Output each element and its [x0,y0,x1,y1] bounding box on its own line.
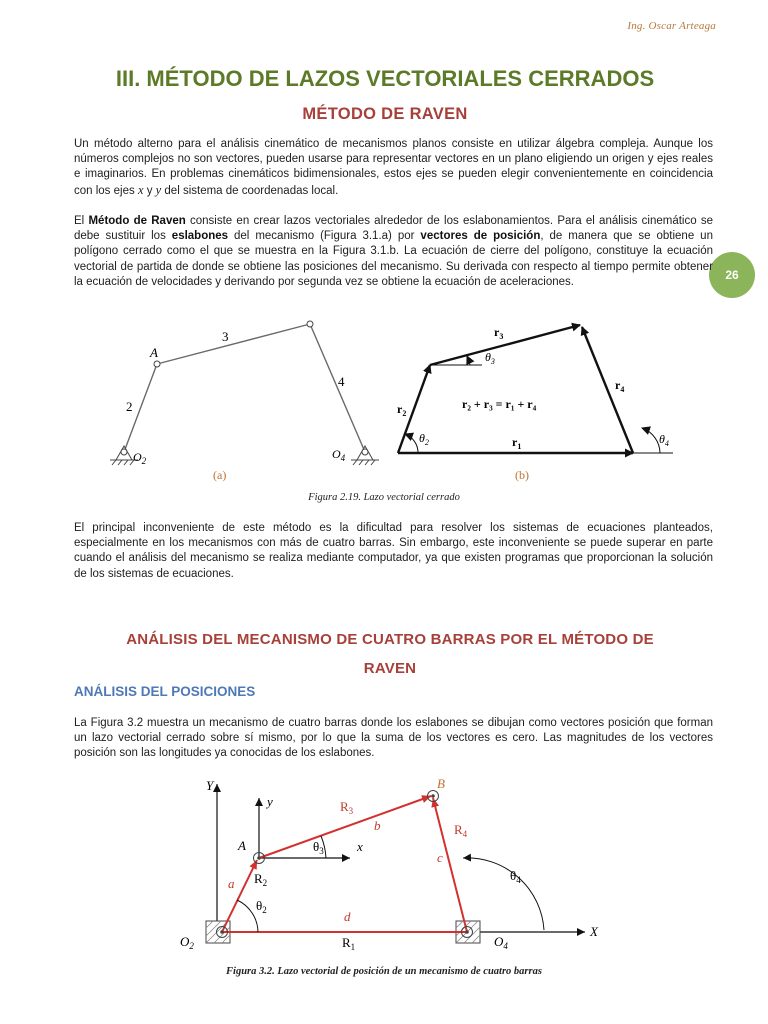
angle-arc-theta3 [467,356,470,365]
section-four-bar-analysis [60,625,720,683]
section-four-bar-line1: ANÁLISIS DEL MECANISMO DE CUATRO BARRAS POR EL MÉTODO DE [126,631,654,648]
label-local-y: y [267,794,273,809]
paragraph-raven-t1: El [74,215,89,227]
vector-R2 [222,860,257,932]
page-number-badge: 26 [709,252,755,298]
angle-arc-theta4-fig32 [463,858,544,930]
subsection-positions: ANÁLISIS DEL POSICIONES [74,684,256,699]
term-metodo-raven: Método de Raven [88,215,186,227]
label-r2: $r_2$ [397,402,407,418]
label-R4: $R_4$ [454,822,468,839]
label-theta2: $\theta_2$ [419,431,429,447]
figure-b-vector-polygon [397,325,673,482]
label-o2: $O_2$ [133,450,147,466]
paragraph-intro [74,137,713,199]
label-local-x: x [357,839,363,854]
figure-four-bar-position-loop [0,770,768,965]
label-R1: $R_1$ [342,935,356,952]
figure-caption-2-19: Figura 2.19. Lazo vectorial cerrado [308,492,460,503]
paragraph-inconveniente: El principal inconveniente de este método es la dificultad para resolver los sistemas de ecuaciones planteados, especialmente en los mecanismos con más de cuatro barras. Sin embargo, este inconveniente se puede superar en parte cuando el análisis del mecanismo se realiza mediante computador, ya que existen programas que proporcionan la solución de los sistemas de ecuaciones. [74,522,713,580]
paragraph-raven [74,214,713,290]
label-link-4: 4 [338,374,345,389]
label-theta3: $\theta_3$ [485,350,495,366]
paragraph-raven-t2: consiste en crear lazos vectoriales alrededor de los eslabonamientos. Para el análisis cinemático se debe sustituir los [74,215,713,243]
label-theta4: $\theta_4$ [659,432,669,448]
label-theta2-fig32: $\theta_2$ [256,898,267,915]
label-axis-x: X [590,924,598,939]
label-link-3: 3 [222,329,229,344]
label-d-link: d [344,909,351,924]
label-r3: $r_3$ [494,325,504,341]
label-b-link: b [374,818,381,833]
label-r4: $r_4$ [615,378,625,394]
label-theta4-fig32: $\theta_4$ [510,868,521,885]
label-o2-fig32: $O_2$ [180,934,194,951]
section-title: MÉTODO DE RAVEN [302,105,468,123]
label-R2: $R_2$ [254,871,268,888]
vector-R4 [433,798,467,932]
paragraph-figure-3-2: La Figura 3.2 muestra un mecanismo de cuatro barras donde los eslabones se dibujan como vectores posición que forman un lazo vectorial cerrado sobre sí mismo, por lo que la suma de los vectores es cero. Las magnitudes de los vectores posición son las longitudes ya conocidas de los eslabones. [74,717,713,760]
vector-r4 [582,327,633,453]
author-header: Ing. Oscar Arteaga [627,20,716,32]
paragraph-intro-text-a: Un método alterno para el análisis cinemático de mecanismos planos consiste en utilizar álgebra compleja. Aunque los números complejos no son vectores, pueden usarse para representar vectores en un plano eligiendo un origen y ejes reales e imaginarios. En problemas cinemáticos bidimensionales, estos ejes se pueden elegir convenientemente en coincidencia con los ejes [74,138,713,197]
angle-arc-theta4 [642,428,660,453]
label-theta3-fig32: $\theta_3$ [313,839,324,856]
vector-r3 [430,325,580,365]
label-a-fig32: A [238,838,246,853]
ground-support-o4 [351,446,379,465]
label-c-link: c [437,850,443,865]
figure-label-a: (a) [213,468,227,482]
joint-b [307,321,313,327]
paragraph-intro-text-y: y [143,184,156,197]
link-3 [157,324,310,364]
figure-a-linkage [110,321,379,482]
paragraph-raven-t4: , de manera que se obtiene un polígono cerrado como el que se muestra en la Figura 3.1.b. La ecuación de cierre del polígono, constituye la ecuación vectorial de partida de donde se obtiene las posiciones del mecanismo. Su derivada con respecto al tiempo permite obtener la ecuación de velocidades y derivando por segunda vez se obtiene la ecuación de aceleraciones. [74,230,713,288]
term-eslabones: eslabones [171,230,229,243]
figure-closed-vector-loop [0,310,768,485]
label-r1: $r_1$ [512,435,522,451]
paragraph-intro-text-b: del sistema de coordenadas local. [161,184,339,197]
label-link-2: 2 [126,399,133,414]
var-y: y [155,182,162,197]
label-o4: $O_4$ [332,447,346,463]
label-b-fig32: B [437,776,445,791]
figure-label-b: (b) [515,468,529,482]
label-point-a: A [150,345,158,360]
label-R3: $R_3$ [340,799,354,816]
var-x: x [137,182,144,197]
angle-arc-theta2 [405,434,418,453]
label-a-link: a [228,876,235,891]
label-axis-y: Y [206,778,214,793]
chapter-title: III. MÉTODO DE LAZOS VECTORIALES CERRADOS [115,66,655,91]
loop-equation: r₂ + r₃ = r₁ + r₄ [462,397,537,411]
angle-arc-theta2-fig32 [237,900,258,932]
section-four-bar-line2: RAVEN [363,660,417,677]
term-vectores-posicion: vectores de posición [420,230,541,243]
figure-caption-3-2: Figura 3.2. Lazo vectorial de posición de un mecanismo de cuatro barras [226,966,542,977]
label-o4-fig32: $O_4$ [494,934,508,951]
paragraph-raven-t3: del mecanismo (Figura 3.1.a) por [228,230,421,243]
joint-a [154,361,160,367]
